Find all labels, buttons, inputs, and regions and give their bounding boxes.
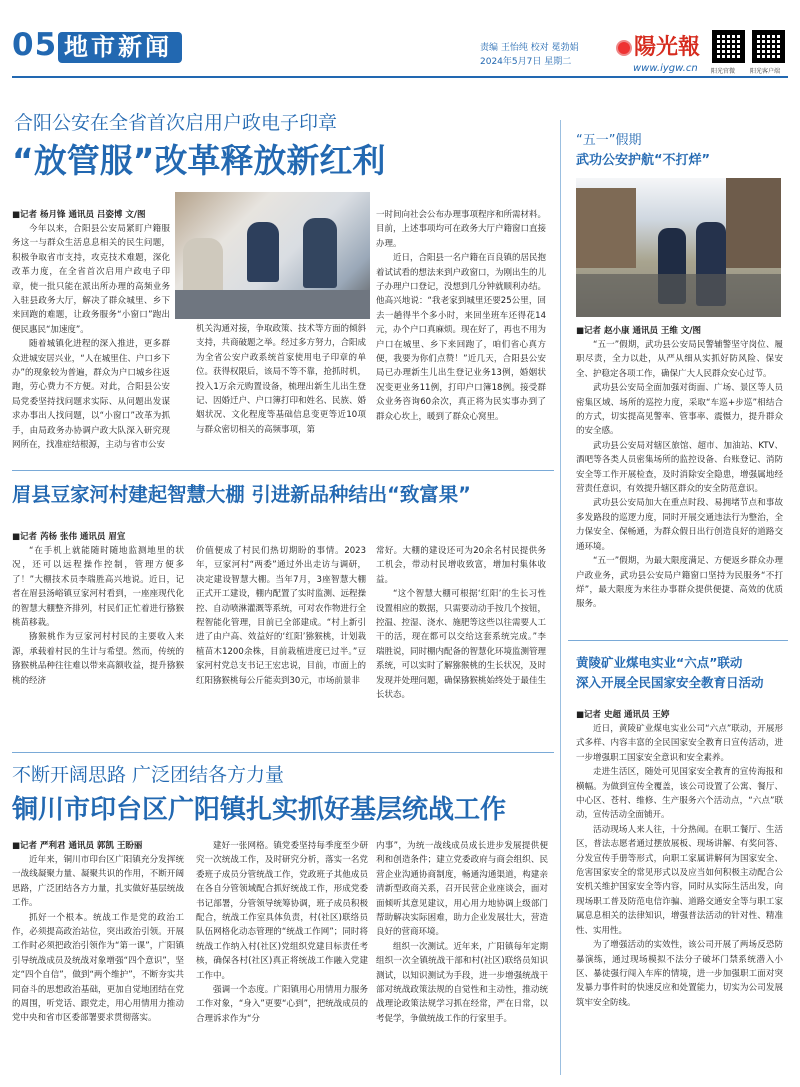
section-title-text: 地市新闻	[64, 33, 172, 61]
paragraph: 活动现场人来人往，十分热闹。在职工餐厅、生活区，普法志愿者通过摆放展板、现场讲解、有奖问答、分发宣传手册等形式，向职工家属讲解何为国家安全、危害国家安全的常见形式以及应当如何积极主动配合公安机关维护国家安全等内容，同时从实际生活出发，向现场职工普及防范电信诈骗、道路交通安全等与职工家属息息相关的法律知识，增强普法活动的针对性、精准性、实用性。	[576, 824, 783, 936]
paragraph: 近日，黄陵矿业煤电实业公司“六点”联动，开展形式多样、内容丰富的全民国家安全教育日宣传活动，进一步增强职工国家安全意识和安全素养。	[576, 724, 783, 763]
article-4-byline: ■记者 赵小康 通讯员 王维 文/图	[576, 326, 701, 336]
paragraph: 常好。大棚的建设还可为20余名村民提供务工机会，带动村民增收致富，增加村集体收益。	[376, 546, 546, 585]
qr-caption: 阳光官微	[711, 68, 736, 75]
page-number: 05	[12, 27, 58, 63]
paragraph: 组织一次测试。近年来，广阳镇每年定期组织一次全镇统战干部和村(社区)联络员知识测试，以知识测试为手段，进一步增强统战干部对统战政策法规的自觉性和主动性，推动统战理论政策法规学习抓在经常，严在日常，以考促学，争做统战工作的行家里手。	[376, 941, 548, 1024]
paragraph: 走进生活区，随处可见国家安全教育的宣传海报和横幅。为做到宣传全覆盖，该公司设置了公寓、餐厅、中心区、苍村、维修、生产服务六个活动点，“六点”联动，宣传活动全面铺开。	[576, 767, 783, 821]
article-3-col-2	[196, 839, 368, 1026]
service-counter	[175, 290, 370, 319]
divider	[568, 640, 788, 641]
paragraph: 武功县公安局对辖区旅馆、超市、加油站、KTV、酒吧等各类人员密集场所的监控设备、台账登记、消防安全等工作开展检查，及时消除安全隐患，增强属地经营责任意识，有效提升辖区群众的安全防范意识。	[576, 440, 783, 495]
article-2-col-1	[12, 530, 184, 688]
paragraph: 猕猴桃作为豆家河村村民的主要收入来源，承载着村民的生计与希望。然而，传统的猕猴桃品种往往难以带来高额收益，提升猕猴桃的经济	[12, 632, 184, 686]
article-4-body	[576, 324, 783, 612]
sun-logo-icon	[616, 40, 632, 56]
article-3-kicker: 不断开阔思路 广泛团结各方力量	[12, 764, 285, 786]
column-divider	[560, 120, 561, 1075]
officer-figure	[247, 222, 279, 282]
qr-code-icon[interactable]	[712, 30, 745, 63]
article-3-col-1	[12, 839, 184, 1026]
article-4-kicker: “五一”假期	[576, 133, 642, 148]
paragraph: “在手机上就能随时随地监测地里的状况，还可以远程操作控制，管理方便多了！”大棚技术员李瑞胜高兴地说。近日，记者在眉县汤峪镇豆家河村看到，一座座现代化的智慧大棚整齐排列，村民们正忙着进行猕猴桃苗移栽。	[12, 546, 184, 629]
date-line: 2024年5月7日 星期二	[480, 57, 572, 67]
paragraph: 抓好一个根本。统战工作是党的政治工作，必须提高政治站位，突出政治引领。开展工作时必须把政治引领作为“第一课”，广阳镇引导统战成员及统战对象增强“四个意识”，坚定“四个自信”，做到“两个维护”，不断夯实共同奋斗的思想政治基础，更加自觉地团结在党的周围，听党话、跟党走，用心用情用力推动党中央和省市区委部署要求贯彻落实。	[12, 912, 184, 1024]
article-3-headline: 铜川市印台区广阳镇扎实抓好基层统战工作	[12, 795, 507, 825]
article-4-photo	[576, 178, 781, 317]
officer-figure	[303, 218, 337, 288]
paragraph: 价值便成了村民们热切期盼的事情。2023年，豆家河村“两委”通过外出走访与调研，决定建设智慧大棚。当年7月，3座智慧大棚正式开工建设，棚内配置了实时监测、远程操控、自动喷淋灌溉等系统，可对农作物进行全程智能化管理，目前已全部建成。“村上新引进了由户高、效益好的‘红阳’猕猴桃，计划栽植苗木1200余株，目前栽植进度已过半。”豆家河村党总支书记王宏忠说，目前，市面上的红阳猕猴桃每公斤能卖到30元，市场前景非	[196, 546, 367, 686]
divider	[12, 470, 554, 471]
qr-caption: 阳光客户端	[750, 68, 781, 75]
paragraph: “五一”假期，为最大限度满足、方便返乡群众办理户政业务，武功县公安局户籍窗口坚持为民服务“不打烊”，最大限度为来往办事群众提供便捷、高效的优质服务。	[576, 556, 783, 610]
page-header	[0, 0, 800, 78]
paragraph: 武功县公安局全面加强对街面、广场、景区等人员密集区域、场所的巡控力度，采取“车巡+步巡”相结合的方式，切实提高见警率、管事率、震慑力，提升群众的安全感。	[576, 383, 783, 437]
article-2-col-2	[196, 544, 366, 688]
article-2-headline: 眉县豆家河村建起智慧大棚 引进新品种结出“致富果”	[12, 483, 471, 506]
crowd	[576, 274, 781, 317]
paragraph: 今年以来，合阳县公安局紧盯户籍服务这一与群众生活息息相关的民生问题，积极争取省市支持，攻克技术难题，深化改革力度，在全省首次启用户政电子印章，使一批只能在派出所办理的高频业务入驻县政务大厅，解决了群众城里、乡下来回跑的难题，让政务服务“小窗口”跑出便民惠民“加速度”。	[12, 224, 170, 335]
article-3-byline: ■记者 严利君 通讯员 郭凯 王盼丽	[12, 841, 143, 851]
article-5-headline-line-2: 深入开展全民国家安全教育日活动	[576, 675, 764, 690]
article-1-headline: “放管服”改革释放新红利	[12, 141, 386, 180]
article-1-photo	[175, 192, 370, 319]
article-1-col-2	[196, 322, 366, 437]
article-1-byline: ■记者 杨月锋 通讯员 吕姿博 文/图	[12, 210, 146, 220]
article-3-col-3	[376, 839, 548, 1026]
paragraph: 强调一个态度。广阳镇用心用情用力服务工作对象，“身入”更要“心到”，把统战成员的合理诉求作为“分	[196, 985, 368, 1024]
paragraph: 建好一张网格。镇党委坚持每季度至少研究一次统战工作，及时研究分析，落实一名党委班子成员分管统战工作，党政班子其他成员在各自分管领域配合抓好统战工作，形成党委书记部署，分管领导统筹协调，班子成员积极配合，统战工作室具体负责，村(社区)联络员队伍网格化动态管理的“统战工作网”；同时将统战工作纳入村(社区)党组织党建目标责任考核，确保各村(社区)真正将统战工作融入党建工作中。	[196, 841, 368, 981]
article-2-byline: ■记者 芮杨 张伟 通讯员 眉宣	[12, 532, 126, 542]
header-rule	[12, 76, 788, 78]
paragraph: 随着城镇化进程的深入推进，更多群众进城安居兴业，“人在城里住、户口乡下办”的现象较为普遍，群众为户口城乡往返跑，劳心费力不方便。对此，合阳县公安局党委坚持找问题求实际、从问题出发谋求办事出人找问题，以“小窗口”改革为抓手，由局政务办协调户政大队深入研究现网所在，找准症结根源，主动与省市公安	[12, 339, 170, 451]
paragraph: 为了增强活动的实效性，该公司开展了两场反恐防暴演练，通过现场模拟不法分子破坏门禁系统潜入小区、暴徒强行闯入车库的情境，进一步加强职工面对突发暴力事件时的快速反应和处置能力，切实为公司发展筑牢安全防线。	[576, 940, 783, 1008]
paragraph: 近日，合阳县一名户籍在百良镇的居民抱着试试看的想法来到户政窗口，为刚出生的儿子办理户口登记，没想到几分钟就顺利办结。他高兴地说：“我老家到城里还要25公里，回去一趟得半个多小时，来回坐班车还得花14元，办个户口真麻烦。现在好了，再也不用为户口在城里、乡下来回跑了，咱们省心真方便，我要为你们点赞！”近几天，合阳县公安局已办理新生儿出生登记业务13例，婚姻状况变更业务11例，打印户口簿18例。接受群众业务咨询60余次，真正将为民实事办到了群众心坎上，暖到了群众心窝里。	[376, 253, 547, 422]
article-5-byline: ■记者 史超 通讯员 王婷	[576, 710, 670, 720]
paragraph: “五一”假期，武功县公安局民警辅警坚守岗位、履职尽责，全力以赴，从严从细从实抓好防风险、保安全、护稳定各项工作，确保广大人民群众安心过节。	[576, 340, 783, 379]
article-5-body	[576, 708, 783, 1010]
editor-line: 责编 王怡纯 校对 冕勃娟	[480, 43, 579, 53]
paragraph: 内事”，为统一战线成员成长进步发展提供便利和创造条件；建立党委政府与商会组织、民营企业沟通协商制度，畅通沟通渠道，构建亲清新型政商关系，召开民营企业座谈会，面对面倾听其意见建议，用心用力地协调上级部门帮助解决实际困难，助力企业发展壮大，营造良好的营商环境。	[376, 841, 548, 938]
building	[726, 178, 781, 268]
building	[576, 188, 636, 268]
article-5-headline-line-1: 黄陵矿业煤电实业“六点”联动	[576, 655, 743, 670]
masthead-logo: 陽光報	[634, 34, 701, 60]
qr-code-icon[interactable]	[752, 30, 785, 63]
paragraph: 武功县公安局加大在重点时段、易拥堵节点和事故多发路段的巡逻力度，同时开展交通违法行为整治，全力保安全、保畅通，为群众假日出行创造良好的道路交通环境。	[576, 498, 783, 552]
article-1-col-3	[376, 208, 546, 424]
divider	[12, 752, 554, 753]
site-url[interactable]: www.iygw.cn	[633, 63, 698, 74]
article-4-headline: 武功公安护航“不打烊”	[576, 153, 711, 168]
paragraph: 近年来，铜川市印台区广阳镇充分发挥统一战线凝聚力量、凝聚共识的作用，不断开阔思路，广泛团结各方力量，扎实做好基层统战工作。	[12, 855, 184, 909]
paragraph: 机关沟通对接，争取政策、技术等方面的倾斜支持，共商破题之举。经过多方努力，合阳成为全省公安户政系统首家使用电子印章的单位。获得权限后，该局不等不靠，抢抓时机，投入1万余元购置设备，梳理出新生儿出生登记、因婚迁户、户口簿打印和姓名、民族、婚姻状况、文化程度等基础信息变更等近10项与群众密切相关的高频事项，第	[196, 324, 367, 435]
article-1-kicker: 合阳公安在全省首次启用户政电子印章	[14, 112, 338, 134]
paragraph: 一时间向社会公布办理事项程序和所需材料。目前，上述事项均可在政务大厅户籍窗口直接办理。	[376, 210, 547, 249]
article-1-col-1	[12, 208, 170, 453]
article-2-col-3	[376, 544, 546, 702]
paragraph: “这个智慧大棚可根据‘红阳’的生长习性设置相应的数据，只需要动动手按几个按钮，控温、控湿、浇水、施肥等这些以往需要人工干的活，现在都可以交给这套系统完成。”李瑞胜说，同时棚内配备的智慧化环境监测管理系统，可以实时了解猕猴桃的生长状况，及时发现并处理问题，确保猕猴桃始终处于最佳生长状态。	[376, 589, 547, 701]
